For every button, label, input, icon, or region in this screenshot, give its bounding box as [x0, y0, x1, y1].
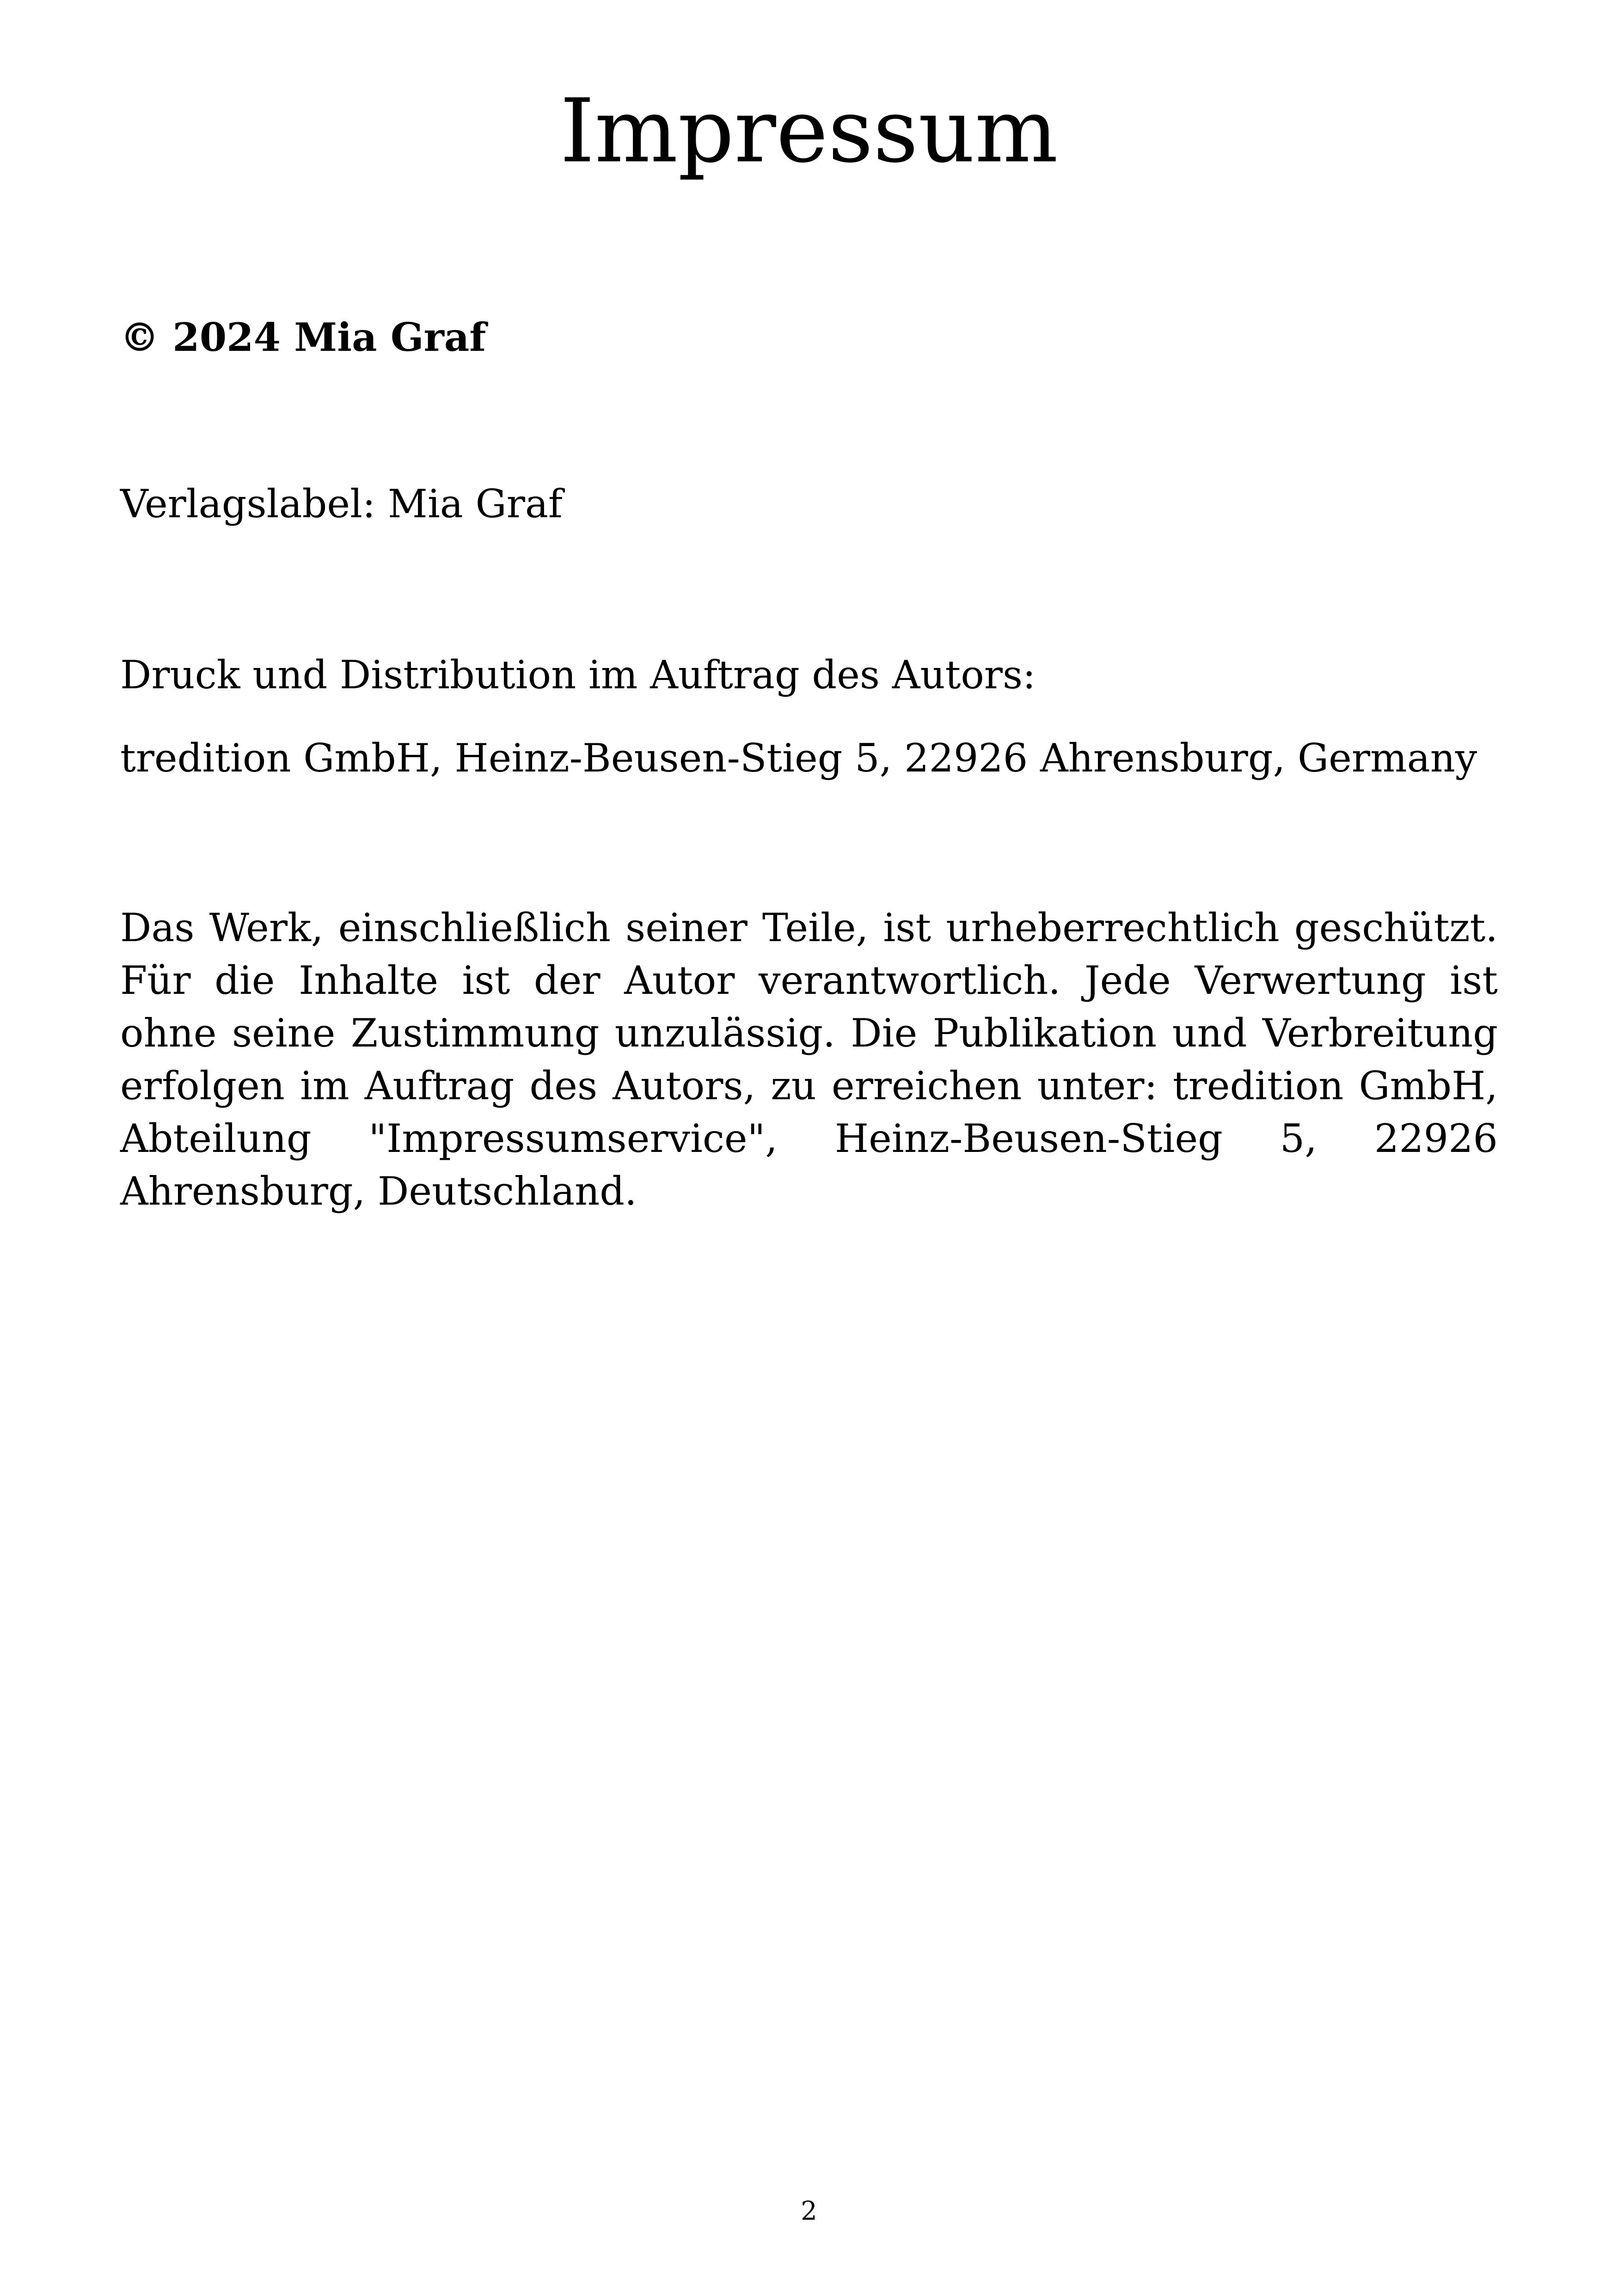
print-distribution-heading: Druck und Distribution im Auftrag des Autors: — [120, 652, 1036, 698]
copyright-notice: © 2024 Mia Graf — [120, 314, 486, 360]
legal-notice-paragraph: Das Werk, einschließlich seiner Teile, ist urheberrechtlich geschützt. Für die Inhalte ist der Autor verantwortlich. Jede Verwertung ist ohne seine Zustimmung unzulässig. Die Publikation und Verbreitung erfolgen im Auftrag des Autors, zu erreichen unter: tredition GmbH, Abteilung "Impressumservice", Heinz-Beusen-Stieg 5, 22926 Ahrensburg, Deutschland. — [120, 905, 1498, 1214]
publisher-label: Verlagslabel: Mia Graf — [120, 481, 563, 527]
print-distribution-address: tredition GmbH, Heinz-Beusen-Stieg 5, 22926 Ahrensburg, Germany — [120, 735, 1477, 781]
page-title: Impressum — [560, 80, 1058, 182]
page-number: 2 — [801, 2196, 817, 2226]
